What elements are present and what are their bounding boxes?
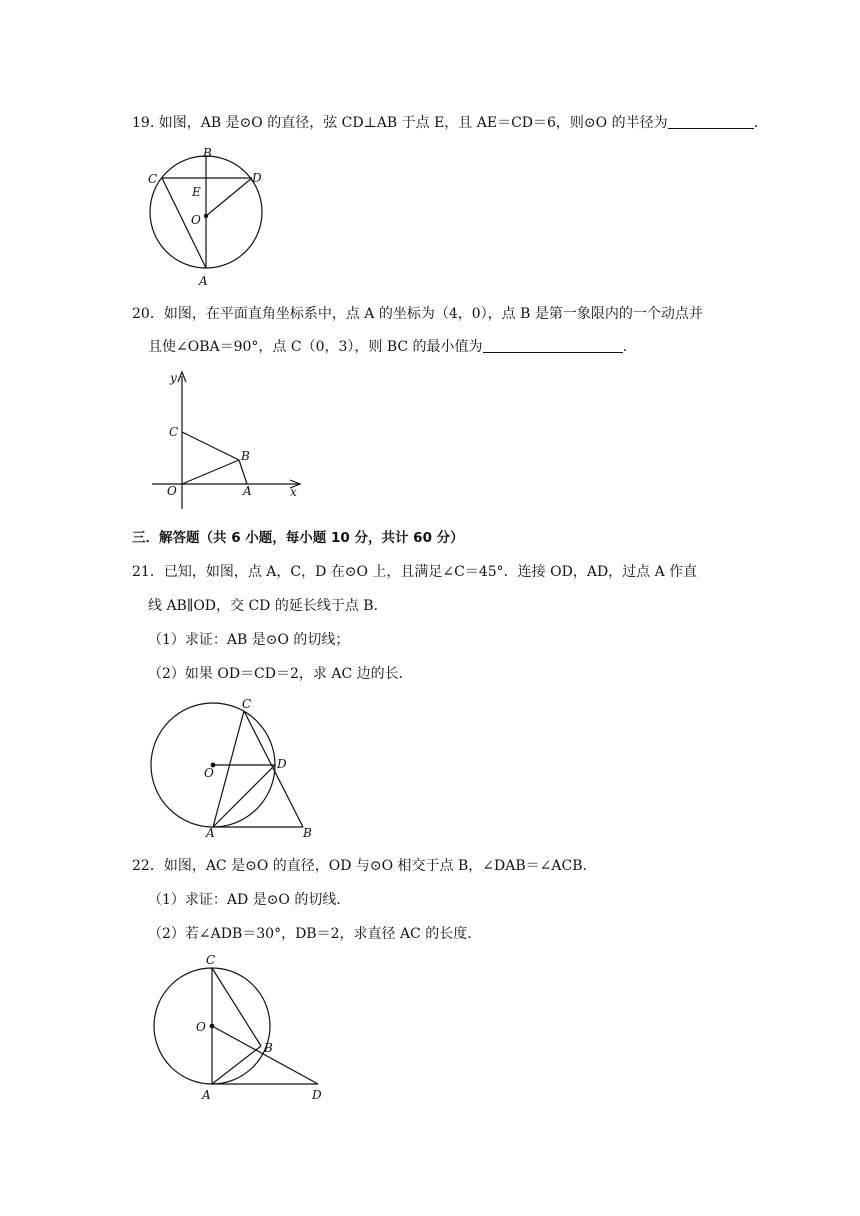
q22-label-o: O xyxy=(196,1020,206,1034)
q19-segment-od xyxy=(206,178,252,216)
q22-line1: 22．如图，AC 是⊙O 的直径，OD 与⊙O 相交于点 B，∠DAB＝∠ACB． xyxy=(132,858,597,874)
q20-answer-blank xyxy=(483,338,623,353)
q22-figure xyxy=(146,952,336,1102)
q21-label-o: O xyxy=(204,766,214,780)
q22-label-b: B xyxy=(264,1041,273,1055)
q19-answer-blank xyxy=(668,114,754,129)
section-3-title: 三．解答题（共 6 小题，每小题 10 分，共计 60 分） xyxy=(132,530,464,546)
q21-label-b: B xyxy=(303,826,312,840)
q21-label-a: A xyxy=(206,826,215,840)
q19-label-b: B xyxy=(203,146,212,160)
q22-part2: （2）若∠ADB＝30°，DB＝2，求直径 AC 的长度． xyxy=(148,926,482,942)
q21-part1: （1）求证：AB 是⊙O 的切线； xyxy=(148,632,350,648)
q19-label-e: E xyxy=(192,185,201,199)
q20-label-x: x xyxy=(290,485,297,499)
q22-label-d: D xyxy=(312,1088,322,1102)
q20-label-a: A xyxy=(243,484,252,498)
q20-line1: 20．如图，在平面直角坐标系中，点 A 的坐标为（4，0），点 B 是第一象限内的一个动点并 xyxy=(132,306,703,322)
q21-label-c: C xyxy=(242,697,252,711)
q19-text xyxy=(132,114,758,132)
q22-label-a: A xyxy=(202,1088,211,1102)
q22-part1: （1）求证：AD 是⊙O 的切线． xyxy=(148,892,351,908)
q19-label-c: C xyxy=(148,172,158,186)
q20-label-o: O xyxy=(167,484,177,498)
q19-label-d: D xyxy=(252,171,262,185)
q20-label-y: y xyxy=(170,371,177,385)
q20-segment-ob xyxy=(182,460,239,484)
q21-label-d: D xyxy=(277,757,287,771)
q19-stem: 19. 如图，AB 是⊙O 的直径，弦 CD⊥AB 于点 E，且 AE＝CD＝6，则⊙O 的半径为 xyxy=(132,115,668,131)
q21-figure xyxy=(146,696,326,840)
q21-segment-ac xyxy=(213,711,244,827)
q22-center-dot xyxy=(210,1024,215,1029)
q19-label-o: O xyxy=(191,213,201,227)
q19-center-dot xyxy=(204,214,208,218)
q22-segment-cb xyxy=(212,968,261,1046)
q19-figure xyxy=(140,140,280,290)
q21-segment-ad xyxy=(213,765,275,827)
q20-segment-ba xyxy=(239,460,247,484)
q21-part2: （2）如果 OD＝CD＝2，求 AC 边的长． xyxy=(148,666,413,682)
q20-label-c: C xyxy=(169,425,179,439)
q19-label-a: A xyxy=(199,274,208,288)
q22-label-c: C xyxy=(206,953,216,967)
q20-label-b: B xyxy=(241,449,250,463)
q20-segment-cb xyxy=(182,432,239,460)
q20-figure xyxy=(150,368,310,516)
q21-segment-cb xyxy=(244,711,303,827)
q21-line1: 21．已知，如图，点 A，C，D 在⊙O 上，且满足∠C＝45°．连接 OD，AD，过点 A 作直 xyxy=(132,564,698,580)
q21-line2: 线 AB∥OD，交 CD 的延长线于点 B． xyxy=(148,598,388,614)
q20-end: . xyxy=(622,339,628,355)
q22-segment-od xyxy=(212,1026,318,1084)
q20-line2 xyxy=(148,338,627,356)
q19-end: . xyxy=(753,115,759,131)
q20-stem: 且使∠OBA＝90°，点 C（0，3），则 BC 的最小值为 xyxy=(148,339,483,355)
